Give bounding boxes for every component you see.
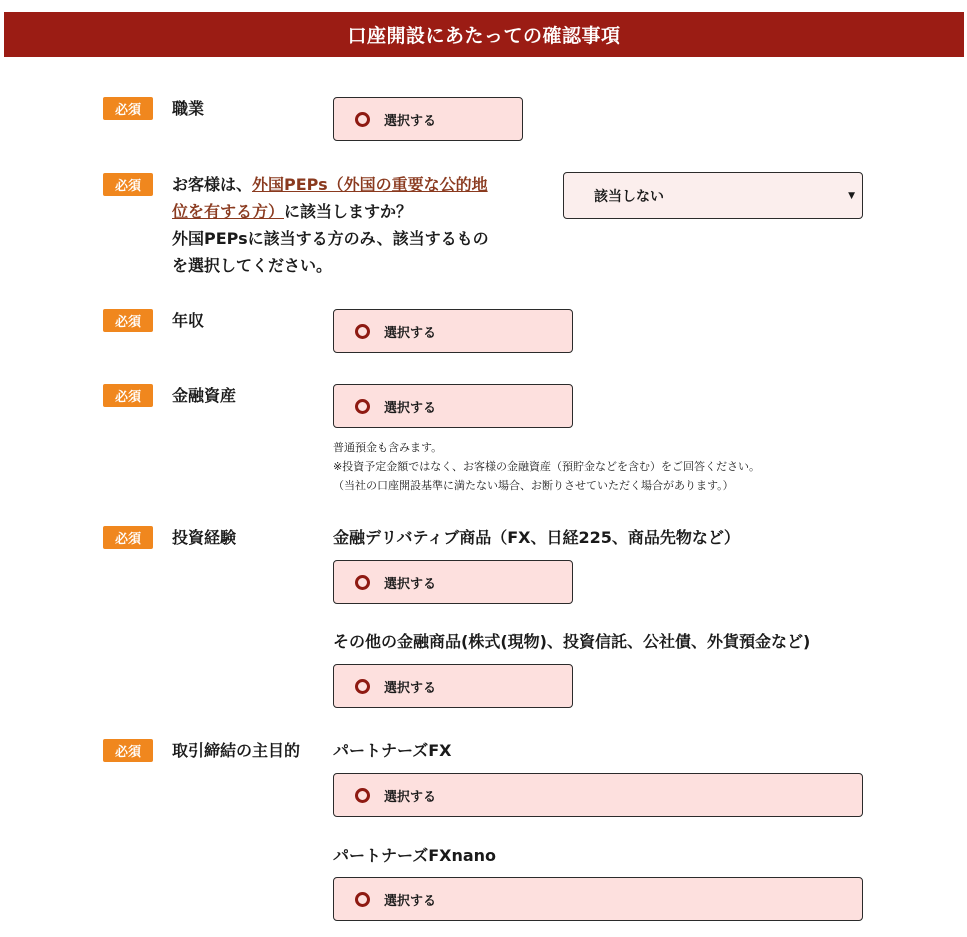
other-products-select-button[interactable] xyxy=(333,664,573,708)
derivatives-select-button[interactable] xyxy=(333,560,573,604)
peps-definition-link-continued[interactable]: 位を有する方） xyxy=(172,202,285,221)
select-button-label: 選択する xyxy=(384,789,437,805)
peps-question-suffix: に該当しますか？ xyxy=(284,202,413,221)
partners-fx-label: パートナーズFX xyxy=(333,741,452,760)
radio-circle-icon xyxy=(355,892,370,907)
partners-fx-select-button[interactable] xyxy=(333,773,863,817)
peps-question-prefix: お客様は、 xyxy=(172,175,253,194)
assets-note-line: （当社の口座開設基準に満たない場合、お断りさせていただく場合があります。） xyxy=(333,479,734,492)
occupation-label: 職業 xyxy=(172,99,205,118)
derivatives-label: 金融デリバティブ商品（FX、日経225、商品先物など） xyxy=(333,528,740,547)
assets-note-line: 普通預金も含みます。 xyxy=(333,441,443,454)
other-products-label: その他の金融商品(株式(現物)、投資信託、公社債、外貨預金など) xyxy=(333,632,811,651)
assets-label: 金融資産 xyxy=(172,386,237,405)
select-button-label: 選択する xyxy=(384,325,437,341)
radio-circle-icon xyxy=(355,112,370,127)
required-badge: 必須 xyxy=(103,739,153,762)
radio-circle-icon xyxy=(355,575,370,590)
required-badge: 必須 xyxy=(103,309,153,332)
required-badge: 必須 xyxy=(103,97,153,120)
income-label: 年収 xyxy=(172,311,205,330)
select-button-label: 選択する xyxy=(384,680,437,696)
peps-dropdown[interactable] xyxy=(563,172,863,219)
partners-fxnano-select-button[interactable] xyxy=(333,877,863,921)
peps-dropdown-value: 該当しない xyxy=(594,188,664,205)
peps-instruction-line2: を選択してください。 xyxy=(172,256,333,275)
radio-circle-icon xyxy=(355,679,370,694)
caret-down-icon: ▼ xyxy=(848,190,855,201)
assets-note-line: ※投資予定金額ではなく、お客様の金融資産（預貯金などを含む）をご回答ください。 xyxy=(333,460,760,473)
required-badge: 必須 xyxy=(103,384,153,407)
assets-select-button[interactable] xyxy=(333,384,573,428)
radio-circle-icon xyxy=(355,399,370,414)
peps-question xyxy=(172,171,542,279)
select-button-label: 選択する xyxy=(384,893,437,909)
radio-circle-icon xyxy=(355,324,370,339)
peps-definition-link[interactable]: 外国PEPs（外国の重要な公的地 xyxy=(252,175,488,194)
peps-instruction-line1: 外国PEPsに該当する方のみ、該当するもの xyxy=(172,229,489,248)
page-title: 口座開設にあたっての確認事項 xyxy=(4,12,964,57)
required-badge: 必須 xyxy=(103,526,153,549)
experience-label: 投資経験 xyxy=(172,528,237,547)
partners-fxnano-label: パートナーズFXnano xyxy=(333,846,497,865)
select-button-label: 選択する xyxy=(384,576,437,592)
radio-circle-icon xyxy=(355,788,370,803)
select-button-label: 選択する xyxy=(384,400,437,416)
assets-note xyxy=(333,438,760,495)
income-select-button[interactable] xyxy=(333,309,573,353)
select-button-label: 選択する xyxy=(384,113,437,129)
occupation-select-button[interactable] xyxy=(333,97,523,141)
purpose-label: 取引締結の主目的 xyxy=(172,741,301,760)
required-badge: 必須 xyxy=(103,173,153,196)
